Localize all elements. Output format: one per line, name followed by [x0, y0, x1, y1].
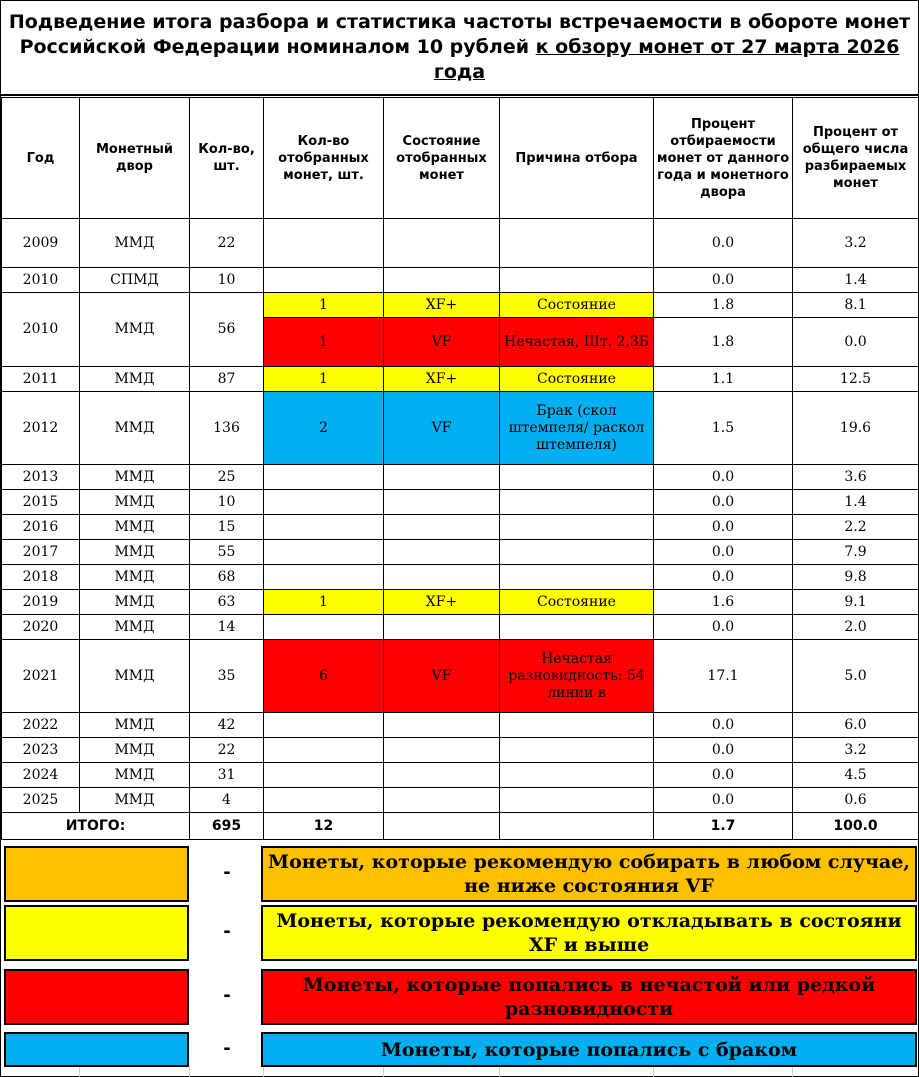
legend-dash: - — [223, 1037, 231, 1059]
cell-pct-total: 12.5 — [793, 367, 919, 392]
cell-pct-total: 3.2 — [793, 219, 919, 268]
cell-condition: VF — [384, 318, 500, 367]
cell-selected: 1 — [264, 367, 384, 392]
cell-reason: Нечастая, Шт. 2.3Б — [500, 318, 654, 367]
table-row — [2, 615, 919, 640]
cell-selected — [264, 219, 384, 268]
cell-year: 2020 — [2, 615, 80, 640]
cell-pct: 0.0 — [654, 540, 793, 565]
table-row — [2, 540, 919, 565]
legend-label: Монеты, которые попались с браком — [380, 1038, 798, 1061]
total-pct-total: 100.0 — [793, 813, 919, 840]
cell-mint: ММД — [80, 615, 190, 640]
cell-year: 2017 — [2, 540, 80, 565]
cell-year: 2009 — [2, 219, 80, 268]
cell-pct-total: 9.8 — [793, 565, 919, 590]
cell-condition — [384, 540, 500, 565]
cell-qty: 42 — [190, 713, 264, 738]
cell-year: 2011 — [2, 367, 80, 392]
cell-pct-total: 7.9 — [793, 540, 919, 565]
legend-swatch-red — [4, 969, 189, 1025]
cell-qty: 35 — [190, 640, 264, 713]
header-selected-qty: Кол-во отобранных монет, шт. — [264, 98, 384, 219]
cell-year: 2012 — [2, 392, 80, 465]
grid-line — [499, 1067, 500, 1077]
legend-text — [261, 846, 917, 902]
cell-condition: VF — [384, 640, 500, 713]
cell-year: 2019 — [2, 590, 80, 615]
cell-selected — [264, 465, 384, 490]
cell-reason: Состояние — [500, 590, 654, 615]
total-label: ИТОГО: — [2, 813, 190, 840]
cell-qty: 63 — [190, 590, 264, 615]
table-row — [2, 392, 919, 465]
cell-mint: ММД — [80, 713, 190, 738]
table-row — [2, 219, 919, 268]
cell-pct: 1.5 — [654, 392, 793, 465]
cell-mint: ММД — [80, 490, 190, 515]
table-row — [2, 738, 919, 763]
cell-pct-total: 0.0 — [793, 318, 919, 367]
cell-pct: 0.0 — [654, 713, 793, 738]
cell-condition — [384, 515, 500, 540]
cell-selected: 2 — [264, 392, 384, 465]
cell-pct-total: 3.2 — [793, 738, 919, 763]
cell-qty: 10 — [190, 268, 264, 293]
table-row — [2, 515, 919, 540]
cell-mint: СПМД — [80, 268, 190, 293]
cell-selected — [264, 515, 384, 540]
cell-year: 2015 — [2, 490, 80, 515]
cell-condition — [384, 219, 500, 268]
cell-pct: 1.6 — [654, 590, 793, 615]
total-selected: 12 — [264, 813, 384, 840]
table-row — [2, 367, 919, 392]
cell-reason: Состояние — [500, 367, 654, 392]
grid-line — [792, 1067, 793, 1077]
cell-selected: 1 — [264, 293, 384, 318]
cell-mint: ММД — [80, 392, 190, 465]
cell-year: 2023 — [2, 738, 80, 763]
cell-year: 2021 — [2, 640, 80, 713]
legend-swatch-blue — [4, 1032, 189, 1067]
cell-reason — [500, 763, 654, 788]
legend-dash: - — [223, 921, 231, 942]
cell-reason — [500, 713, 654, 738]
stats-table — [1, 97, 919, 840]
table-row — [2, 268, 919, 293]
legend-label: Монеты, которые рекомендую откладывать в состояни XF и выше — [276, 910, 902, 956]
cell-qty: 87 — [190, 367, 264, 392]
cell-pct-total: 3.6 — [793, 465, 919, 490]
cell-pct-total: 2.0 — [793, 615, 919, 640]
cell-mint: ММД — [80, 565, 190, 590]
cell-qty: 31 — [190, 763, 264, 788]
cell-condition — [384, 615, 500, 640]
cell-pct-total: 1.4 — [793, 490, 919, 515]
cell-selected — [264, 713, 384, 738]
cell-pct-total: 6.0 — [793, 713, 919, 738]
cell-pct: 1.1 — [654, 367, 793, 392]
cell-year: 2013 — [2, 465, 80, 490]
cell-pct: 0.0 — [654, 615, 793, 640]
cell-year: 2010 — [2, 268, 80, 293]
cell-year: 2018 — [2, 565, 80, 590]
cell-pct: 0.0 — [654, 738, 793, 763]
header-year: Год — [2, 98, 80, 219]
header-qty: Кол-во, шт. — [190, 98, 264, 219]
cell-selected — [264, 615, 384, 640]
cell-condition: VF — [384, 392, 500, 465]
cell-qty: 15 — [190, 515, 264, 540]
cell-pct-total: 19.6 — [793, 392, 919, 465]
legend-text — [261, 1032, 917, 1067]
cell-qty: 14 — [190, 615, 264, 640]
cell-pct-total: 2.2 — [793, 515, 919, 540]
cell-qty: 10 — [190, 490, 264, 515]
legend-dash: - — [223, 862, 231, 883]
cell-pct-total: 1.4 — [793, 268, 919, 293]
legend-label: Монеты, которые рекомендую собирать в любом случае, не ниже состояния VF — [268, 851, 910, 897]
cell-selected — [264, 738, 384, 763]
total-row — [2, 813, 919, 840]
cell-reason — [500, 788, 654, 813]
legend-dash: - — [223, 985, 231, 1006]
grid-line — [79, 1067, 80, 1077]
cell-qty: 56 — [190, 293, 264, 367]
cell-pct-total: 9.1 — [793, 590, 919, 615]
cell-condition — [384, 788, 500, 813]
legend-swatch-yellow — [4, 905, 189, 961]
table-row — [2, 763, 919, 788]
cell-pct: 0.0 — [654, 565, 793, 590]
cell-reason — [500, 465, 654, 490]
cell-year: 2024 — [2, 763, 80, 788]
title-text: Подведение итога разбора и статистика частоты встречаемости в обороте монет Российской Федерации номиналом 10 рублей — [8, 11, 911, 58]
cell-mint: ММД — [80, 515, 190, 540]
cell-condition — [384, 268, 500, 293]
cell-selected: 1 — [264, 590, 384, 615]
cell-condition — [384, 738, 500, 763]
cell-reason — [500, 490, 654, 515]
cell-condition — [384, 490, 500, 515]
cell-mint: ММД — [80, 738, 190, 763]
cell-mint: ММД — [80, 219, 190, 268]
total-pct: 1.7 — [654, 813, 793, 840]
header-condition: Состояние отобранных монет — [384, 98, 500, 219]
cell-mint: ММД — [80, 788, 190, 813]
cell-pct: 0.0 — [654, 219, 793, 268]
cell-condition: XF+ — [384, 590, 500, 615]
cell-selected: 1 — [264, 318, 384, 367]
cell-condition: XF+ — [384, 293, 500, 318]
cell-mint: ММД — [80, 590, 190, 615]
cell-mint: ММД — [80, 293, 190, 367]
cell-pct-total: 0.6 — [793, 788, 919, 813]
cell-condition — [384, 465, 500, 490]
grid-line — [653, 1067, 654, 1077]
grid-line — [263, 1067, 264, 1077]
total-empty — [384, 813, 500, 840]
cell-reason — [500, 738, 654, 763]
legend-swatch-orange — [4, 846, 189, 902]
cell-pct: 0.0 — [654, 515, 793, 540]
header-reason: Причина отбора — [500, 98, 654, 219]
cell-qty: 68 — [190, 565, 264, 590]
legend-label: Монеты, которые попались в нечастой или редкой разновидности — [302, 974, 876, 1020]
cell-qty: 25 — [190, 465, 264, 490]
cell-year: 2016 — [2, 515, 80, 540]
cell-reason — [500, 268, 654, 293]
review-link[interactable]: к обзору монет от 27 марта 2026 года — [433, 36, 900, 83]
table-header-row — [2, 98, 919, 219]
table-row — [2, 590, 919, 615]
cell-year: 2025 — [2, 788, 80, 813]
cell-reason — [500, 219, 654, 268]
cell-mint: ММД — [80, 367, 190, 392]
cell-pct: 0.0 — [654, 490, 793, 515]
legend-text — [261, 969, 917, 1025]
cell-selected: 6 — [264, 640, 384, 713]
cell-pct: 1.8 — [654, 318, 793, 367]
cell-condition — [384, 565, 500, 590]
cell-mint: ММД — [80, 465, 190, 490]
cell-mint: ММД — [80, 540, 190, 565]
cell-pct-total: 4.5 — [793, 763, 919, 788]
cell-pct-total: 8.1 — [793, 293, 919, 318]
header-mint: Монетный двор — [80, 98, 190, 219]
cell-selected — [264, 540, 384, 565]
grid-line — [383, 1067, 384, 1077]
cell-selected — [264, 490, 384, 515]
grid-line — [189, 1067, 190, 1077]
cell-pct: 17.1 — [654, 640, 793, 713]
table-row — [2, 713, 919, 738]
cell-qty: 55 — [190, 540, 264, 565]
cell-condition: XF+ — [384, 367, 500, 392]
cell-qty: 4 — [190, 788, 264, 813]
table-row — [2, 640, 919, 713]
header-pct-selected: Процент отбираемости монет от данного года и монетного двора — [654, 98, 793, 219]
cell-year: 2010 — [2, 293, 80, 367]
cell-reason — [500, 540, 654, 565]
table-row — [2, 490, 919, 515]
cell-qty: 22 — [190, 219, 264, 268]
cell-reason: Брак (скол штемпеля/ раскол штемпеля) — [500, 392, 654, 465]
header-pct-total: Процент от общего числа разбираемых монет — [793, 98, 919, 219]
cell-reason — [500, 515, 654, 540]
cell-selected — [264, 565, 384, 590]
table-row — [2, 788, 919, 813]
legend-text — [261, 905, 917, 961]
table-row — [2, 293, 919, 318]
cell-condition — [384, 763, 500, 788]
table-row — [2, 465, 919, 490]
cell-reason — [500, 565, 654, 590]
cell-pct-total: 5.0 — [793, 640, 919, 713]
total-qty: 695 — [190, 813, 264, 840]
cell-reason: Нечастая разновидность: 54 линии в — [500, 640, 654, 713]
cell-qty: 22 — [190, 738, 264, 763]
table-row — [2, 565, 919, 590]
cell-pct: 0.0 — [654, 763, 793, 788]
cell-mint: ММД — [80, 640, 190, 713]
cell-pct: 1.8 — [654, 293, 793, 318]
total-empty — [500, 813, 654, 840]
cell-selected — [264, 763, 384, 788]
cell-reason: Состояние — [500, 293, 654, 318]
cell-selected — [264, 788, 384, 813]
cell-pct: 0.0 — [654, 268, 793, 293]
cell-reason — [500, 615, 654, 640]
cell-qty: 136 — [190, 392, 264, 465]
page-title — [1, 1, 918, 96]
cell-condition — [384, 713, 500, 738]
cell-pct: 0.0 — [654, 465, 793, 490]
cell-mint: ММД — [80, 763, 190, 788]
cell-selected — [264, 268, 384, 293]
cell-year: 2022 — [2, 713, 80, 738]
cell-pct: 0.0 — [654, 788, 793, 813]
